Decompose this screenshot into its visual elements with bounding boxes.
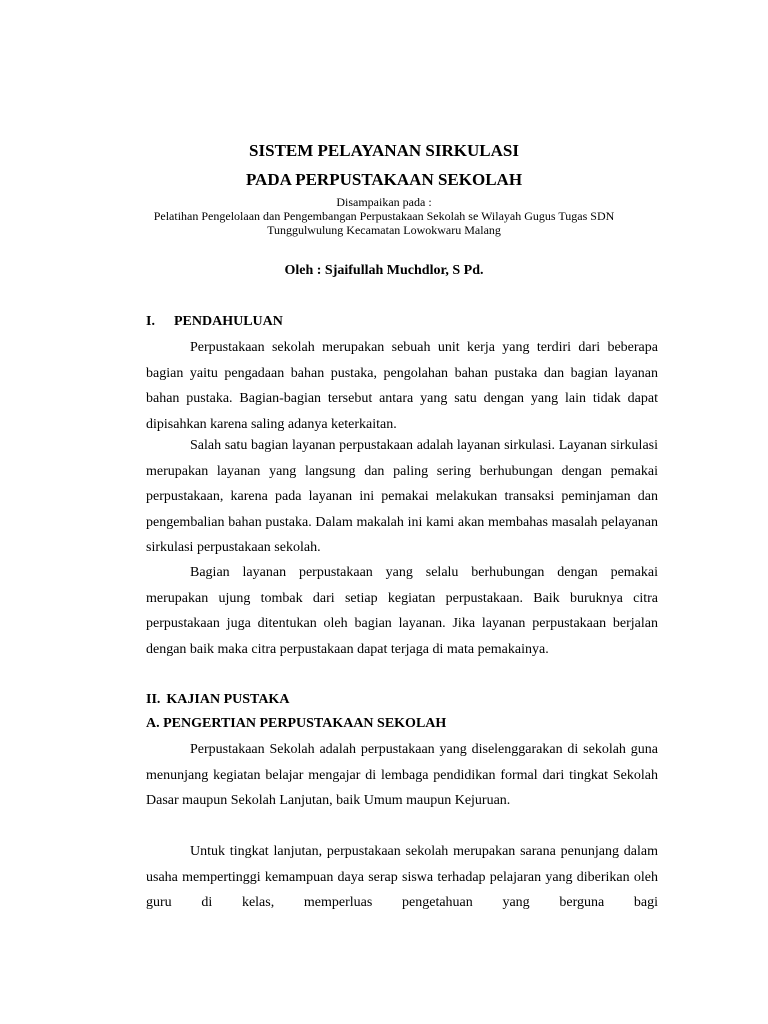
- subsection-heading-pengertian: A. PENGERTIAN PERPUSTAKAAN SEKOLAH: [146, 716, 447, 731]
- paragraph: Bagian layanan perpustakaan yang selalu berhubungan dengan pemakai merupakan ujung tombak dari setiap kegiatan perpustakaan. Baik buruknya citra perpustakaan juga ditentukan oleh bagian layanan. Jika layanan perpustakaan berjalan dengan baik maka citra perpustakaan dapat terjaga di mata pemakainya.: [146, 565, 658, 657]
- paragraph: Untuk tingkat lanjutan, perpustakaan sekolah merupakan sarana penunjang dalam usaha mempertinggi kemampuan daya serap siswa terhadap pelajaran yang diberikan oleh guru di kelas, memperluas pengetahuan yang berguna bagi: [146, 844, 658, 910]
- section-heading-pendahuluan: [146, 313, 283, 330]
- presented-at-label: Disampaikan pada :: [336, 195, 432, 209]
- event-line-2: Tunggulwulung Kecamatan Lowokwaru Malang: [267, 223, 501, 237]
- author-line: Oleh : Sjaifullah Muchdlor, S Pd.: [284, 263, 484, 278]
- section-number: I.: [146, 314, 155, 329]
- paragraph: Perpustakaan Sekolah adalah perpustakaan yang diselenggarakan di sekolah guna menunjang kegiatan belajar mengajar di lembaga pendidikan formal dari tingkat Sekolah Dasar maupun Sekolah Lanjutan, baik Umum maupun Kejuruan.: [146, 742, 658, 808]
- document-title-line-1: SISTEM PELAYANAN SIRKULASI: [249, 141, 519, 160]
- section-number: II.: [146, 692, 161, 707]
- document-title-line-2: PADA PERPUSTAKAAN SEKOLAH: [245, 170, 523, 189]
- section-heading-kajian-pustaka: [146, 691, 289, 708]
- section-title: KAJIAN PUSTAKA: [166, 692, 290, 707]
- paragraph: Perpustakaan sekolah merupakan sebuah unit kerja yang terdiri dari beberapa bagian yaitu pengadaan bahan pustaka, pengolahan bahan pustaka dan bagian layanan bahan pustaka. Bagian-bagian tersebut antara yang satu dengan yang lain tidak dapat dipisahkan karena saling adanya keterkaitan.: [146, 340, 658, 432]
- event-line-1: Pelatihan Pengelolaan dan Pengembangan Perpustakaan Sekolah se Wilayah Gugus Tugas SDN: [153, 209, 615, 223]
- section-title: PENDAHULUAN: [174, 314, 283, 329]
- presentation-info: [90, 195, 678, 237]
- paragraph: Salah satu bagian layanan perpustakaan adalah layanan sirkulasi. Layanan sirkulasi merupakan layanan yang langsung dan paling sering berhubungan dengan pemakai perpustakaan, karena pada layanan ini pemakai melakukan transaksi peminjaman dan pengembalian bahan pustaka. Dalam makalah ini kami akan membahas masalah pelayanan sirkulasi perpustakaan sekolah.: [146, 438, 658, 555]
